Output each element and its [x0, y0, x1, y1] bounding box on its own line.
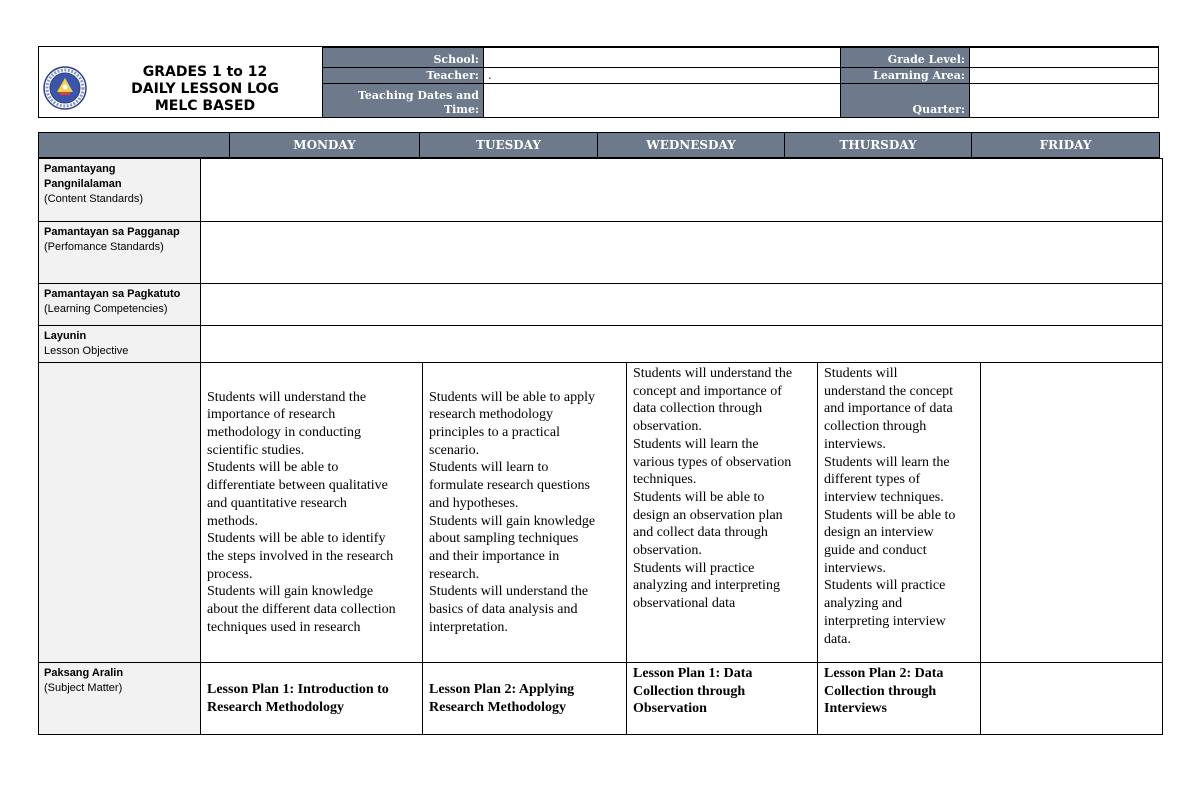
title-line-2: DAILY LESSON LOG — [131, 81, 279, 97]
lesson-log-table — [38, 158, 1163, 735]
objectives-detail-row — [39, 363, 1163, 663]
text-line: and quantitative research — [207, 495, 347, 511]
day-header-friday: FRIDAY — [972, 133, 1160, 158]
text-line: design an interview — [824, 525, 934, 541]
text-line: and their importance in — [429, 548, 560, 564]
text-line: Research Methodology — [207, 699, 344, 715]
objective-label — [39, 326, 201, 363]
lesson-thursday[interactable] — [818, 663, 981, 735]
objective-sub: Lesson Objective — [44, 345, 129, 357]
text-line: concept and importance of — [633, 383, 782, 399]
text-line: observational data — [633, 596, 736, 612]
lesson-wednesday[interactable] — [627, 663, 818, 735]
text-line: guide and conduct — [824, 543, 927, 559]
text-line: Lesson Plan 1: Data — [633, 666, 753, 681]
text-line: Interviews — [824, 701, 887, 717]
text-line: process. — [207, 566, 253, 582]
text-line: analyzing and interpreting — [633, 578, 780, 594]
text-line: Lesson Plan 1: Introduction to — [207, 681, 389, 697]
objective-cell[interactable] — [201, 326, 1163, 363]
school-label: School: — [323, 48, 484, 68]
text-line: scenario. — [429, 442, 480, 458]
text-line: observation. — [633, 419, 702, 435]
lesson-monday[interactable] — [201, 663, 423, 735]
learning-competencies-row — [39, 284, 1163, 326]
teaching-dates-field[interactable] — [484, 84, 841, 118]
text-line: basics of data analysis and — [429, 602, 578, 618]
text-line: research. — [429, 566, 480, 582]
learning-area-field[interactable] — [970, 68, 1159, 84]
text-line: Observation — [633, 701, 707, 717]
text-line: interviews. — [824, 436, 886, 452]
text-line: formulate research questions — [429, 478, 590, 494]
text-line: Students will be able to — [207, 460, 339, 476]
quarter-label: Quarter: — [841, 84, 970, 118]
day-header-blank — [39, 133, 230, 158]
text-line: about sampling techniques — [429, 531, 579, 547]
text-line: Students will understand the — [207, 389, 367, 405]
text-line: Students will understand the — [633, 366, 793, 381]
subject-matter-title: Paksang Aralin — [44, 667, 124, 679]
grade-level-label: Grade Level: — [841, 48, 970, 68]
performance-standards-sub: (Perfomance Standards) — [44, 241, 164, 253]
day-header-row — [38, 132, 1160, 158]
teacher-label: Teacher: — [323, 68, 484, 84]
content-standards-label — [39, 159, 201, 222]
school-field[interactable] — [484, 48, 841, 68]
objectives-friday[interactable] — [981, 363, 1163, 663]
text-line: the steps involved in the research — [207, 548, 394, 564]
text-line: Students will be able to — [824, 507, 956, 523]
text-line: various types of observation — [633, 454, 792, 470]
text-line: data collection through — [633, 401, 763, 417]
text-line: understand the concept — [824, 383, 954, 399]
text-line: and collect data through — [633, 525, 768, 541]
text-line: Students will gain knowledge — [429, 513, 596, 529]
text-line: Students will learn to — [429, 460, 549, 476]
lesson-tuesday[interactable] — [423, 663, 627, 735]
text-line: research methodology — [429, 407, 554, 423]
teacher-field[interactable]: . — [484, 68, 841, 84]
teaching-dates-label — [323, 84, 484, 118]
form-title — [91, 64, 319, 115]
day-header-thursday: THURSDAY — [785, 133, 972, 158]
performance-standards-title: Pamantayan sa Pagganap — [44, 226, 180, 238]
objective-title: Layunin — [44, 330, 87, 342]
deped-seal-icon — [43, 66, 87, 110]
performance-standards-label — [39, 222, 201, 284]
text-line: interviews. — [824, 560, 886, 576]
objectives-monday[interactable] — [201, 363, 423, 663]
text-line: about the different data collection — [207, 602, 396, 618]
title-line-3: MELC BASED — [154, 98, 256, 114]
day-header-tuesday: TUESDAY — [420, 133, 598, 158]
text-line: Students will practice — [633, 560, 755, 576]
text-line: Students will be able to apply — [429, 389, 596, 405]
content-standards-cell[interactable] — [201, 159, 1163, 222]
text-line: Students will learn the — [824, 454, 950, 470]
text-line: Lesson Plan 2: Data — [824, 666, 944, 681]
text-line: interpreting interview — [824, 613, 946, 629]
objectives-thursday[interactable] — [818, 363, 981, 663]
text-line: methods. — [207, 513, 258, 529]
teaching-dates-label-line-1: Teaching Dates and — [357, 89, 479, 102]
subject-matter-row — [39, 663, 1163, 735]
objectives-detail-label — [39, 363, 201, 663]
text-line: methodology in conducting — [207, 424, 361, 440]
text-line: interpretation. — [429, 619, 508, 635]
text-line: Students will understand the — [429, 584, 589, 600]
performance-standards-cell[interactable] — [201, 222, 1163, 284]
objective-row — [39, 326, 1163, 363]
learning-competencies-title: Pamantayan sa Pagkatuto — [44, 288, 181, 300]
text-line: observation. — [633, 543, 702, 559]
objectives-wednesday[interactable] — [627, 363, 818, 663]
text-line: Students will gain knowledge — [207, 584, 374, 600]
learning-competencies-sub: (Learning Competencies) — [44, 303, 168, 315]
text-line: Collection through — [824, 683, 937, 699]
content-standards-row — [39, 159, 1163, 222]
grade-level-field[interactable] — [970, 48, 1159, 68]
lesson-log-header — [38, 46, 1159, 118]
text-line: different types of — [824, 472, 921, 488]
lesson-friday[interactable] — [981, 663, 1163, 735]
teaching-dates-label-line-2: Time: — [443, 103, 479, 116]
text-line: Students will — [824, 366, 898, 381]
text-line: Collection through — [633, 683, 746, 699]
text-line: collection through — [824, 419, 927, 435]
content-standards-title-2: Pangnilalaman — [44, 178, 122, 190]
day-header-monday: MONDAY — [230, 133, 420, 158]
info-grid — [322, 47, 1159, 118]
text-line: techniques. — [633, 472, 697, 488]
text-line: techniques used in research — [207, 619, 361, 635]
text-line: Lesson Plan 2: Applying — [429, 681, 575, 697]
text-line: Students will be able to identify — [207, 531, 386, 547]
text-line: data. — [824, 631, 851, 647]
text-line: Students will be able to — [633, 489, 765, 505]
text-line: scientific studies. — [207, 442, 305, 458]
day-header-wednesday: WEDNESDAY — [598, 133, 785, 158]
text-line: design an observation plan — [633, 507, 783, 523]
text-line: Research Methodology — [429, 699, 566, 715]
quarter-field[interactable] — [970, 84, 1159, 118]
title-line-1: GRADES 1 to 12 — [142, 64, 268, 80]
text-line: Students will practice — [824, 578, 946, 594]
learning-competencies-cell[interactable] — [201, 284, 1163, 326]
text-line: analyzing and — [824, 596, 903, 612]
text-line: importance of research — [207, 407, 336, 423]
subject-matter-sub: (Subject Matter) — [44, 682, 123, 694]
subject-matter-label — [39, 663, 201, 735]
text-line: principles to a practical — [429, 424, 560, 440]
text-line: and hypotheses. — [429, 495, 519, 511]
text-line: Students will learn the — [633, 436, 759, 452]
content-standards-title-1: Pamantayang — [44, 163, 116, 175]
learning-competencies-label — [39, 284, 201, 326]
content-standards-sub: (Content Standards) — [44, 193, 144, 205]
text-line: interview techniques. — [824, 489, 944, 505]
learning-area-label: Learning Area: — [841, 68, 970, 84]
performance-standards-row — [39, 222, 1163, 284]
text-line: differentiate between qualitative — [207, 478, 388, 494]
text-line: and importance of data — [824, 401, 953, 417]
objectives-tuesday[interactable] — [423, 363, 627, 663]
